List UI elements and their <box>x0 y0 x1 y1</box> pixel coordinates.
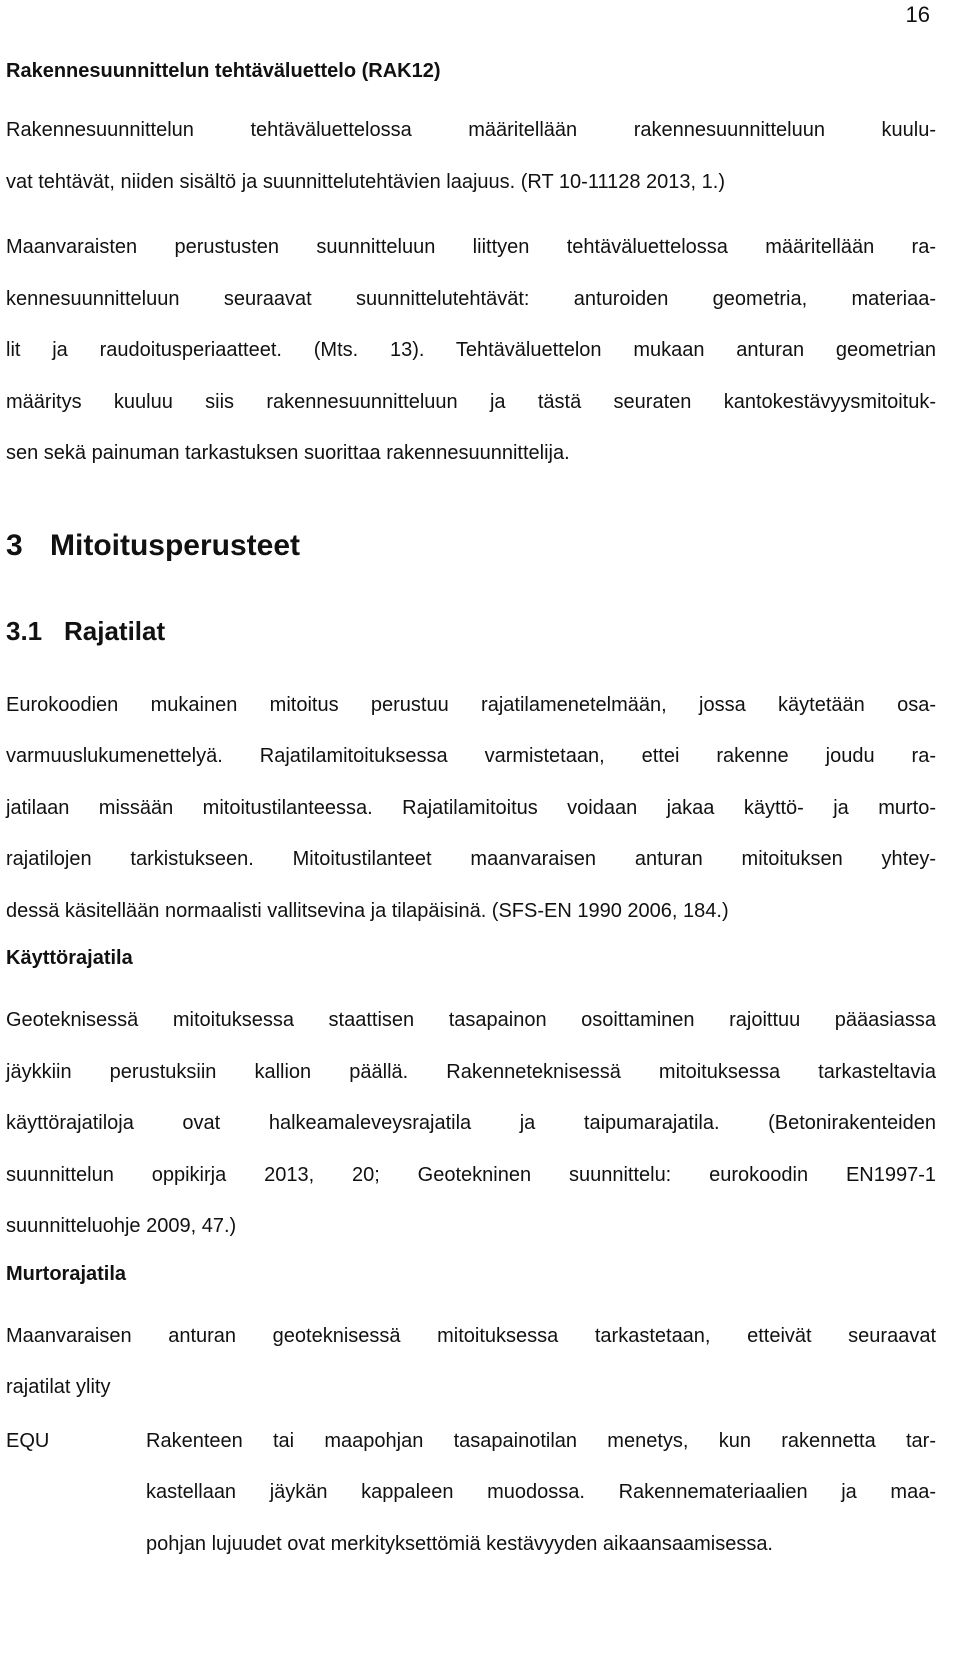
text-line: suunnitteluohje 2009, 47.) <box>6 1215 237 1237</box>
text-line: jatilaan missään mitoitustilanteessa. Rajatilamitoitus voidaan jakaa käyttö- ja murto- <box>6 796 936 819</box>
paragraph-rak12-intro <box>6 105 936 208</box>
text-line: pohjan lujuudet ovat merkityksettömiä kestävyyden aikaansaamisessa. <box>146 1532 773 1555</box>
section-number: 3.1 <box>6 615 43 646</box>
text-line: kennesuunnitteluun seuraavat suunnittelutehtävät: anturoiden geometria, materiaa- <box>6 287 936 310</box>
paragraph-murtorajatila <box>6 1311 936 1414</box>
paragraph-rajatilat <box>6 680 936 938</box>
chapter-number: 3 <box>6 528 23 562</box>
text-line: Rakennesuunnittelun tehtäväluettelossa määritellään rakennesuunnitteluun kuulu- <box>6 119 936 141</box>
text-line: vat tehtävät, niiden sisältö ja suunnittelutehtävien laajuus. (RT 10-11128 2013, 1.) <box>6 170 725 193</box>
text-line: rajatilojen tarkistukseen. Mitoitustilanteet maanvaraisen anturan mitoituksen yhtey- <box>6 848 936 870</box>
page-number: 16 <box>905 2 930 27</box>
heading-rak12: Rakennesuunnittelun tehtäväluettelo (RAK12) <box>6 60 441 82</box>
text-line: rajatilat ylity <box>6 1376 111 1398</box>
definition-term: EQU <box>6 1429 50 1452</box>
section-title: Rajatilat <box>64 615 166 646</box>
definition-equ <box>6 1416 936 1571</box>
text-line: dessä käsitellään normaalisti vallitsevina ja tilapäisinä. (SFS-EN 1990 2006, 184.) <box>6 899 729 922</box>
text-line: käyttörajatiloja ovat halkeamaleveysrajatila ja taipumarajatila. (Betonirakenteiden <box>6 1112 936 1134</box>
text-line: Maanvaraisten perustusten suunnitteluun liittyen tehtäväluettelossa määritellään ra- <box>6 236 936 258</box>
definition-description <box>146 1416 936 1571</box>
document-body <box>6 56 936 1570</box>
heading-murtorajatila: Murtorajatila <box>6 1262 127 1285</box>
text-line: lit ja raudoitusperiaatteet. (Mts. 13). Tehtäväluettelon mukaan anturan geometrian <box>6 339 936 361</box>
chapter-heading <box>6 526 936 566</box>
text-line: määritys kuuluu siis rakennesuunnitteluun ja tästä seuraten kantokestävyysmitoituk- <box>6 390 936 413</box>
text-line: Eurokoodien mukainen mitoitus perustuu rajatilamenetelmään, jossa käytetään osa- <box>6 693 936 716</box>
text-line: Maanvaraisen anturan geoteknisessä mitoituksessa tarkastetaan, etteivät seuraavat <box>6 1324 936 1347</box>
text-line: varmuuslukumenettelyä. Rajatilamitoituksessa varmistetaan, ettei rakenne joudu ra- <box>6 745 936 767</box>
paragraph-rak12-foundations <box>6 222 936 480</box>
text-line: Geoteknisessä mitoituksessa staattisen tasapainon osoittaminen rajoittuu pääasiassa <box>6 1009 936 1031</box>
text-line: sen sekä painuman tarkastuksen suorittaa rakennesuunnittelija. <box>6 442 570 464</box>
text-line: jäykkiin perustuksiin kallion päällä. Rakenneteknisessä mitoituksessa tarkasteltavia <box>6 1060 936 1083</box>
text-line: Rakenteen tai maapohjan tasapainotilan menetys, kun rakennetta tar- <box>146 1429 936 1452</box>
heading-kayttorajatila: Käyttörajatila <box>6 947 133 969</box>
section-heading <box>6 614 936 648</box>
text-line: kastellaan jäykän kappaleen muodossa. Rakennemateriaalien ja maa- <box>146 1481 936 1503</box>
chapter-title: Mitoitusperusteet <box>50 528 301 562</box>
text-line: suunnittelun oppikirja 2013, 20; Geotekninen suunnittelu: eurokoodin EN1997-1 <box>6 1163 936 1186</box>
paragraph-kayttorajatila <box>6 995 936 1253</box>
